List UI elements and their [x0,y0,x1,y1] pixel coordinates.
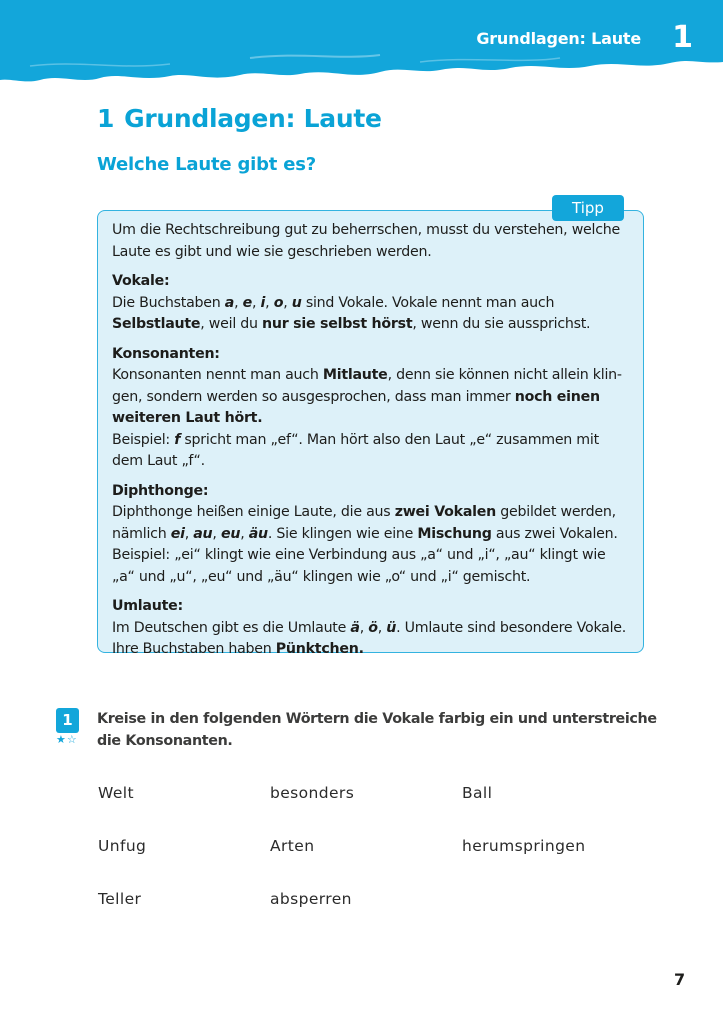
tip-intro: Um die Rechtschreibung gut zu beherrschen, musst du verstehen, welche Laute es gibt und wie sie geschrieben werden. [112,222,620,260]
text: . Umlaute sind besondere Vokale. Ihre Buchstaben haben [112,619,627,657]
letter: äu [248,525,268,542]
umlaute-heading: Umlaute: [112,598,183,614]
letter: f [174,431,181,448]
tip-vokale [112,271,631,336]
page-number: 7 [674,970,686,989]
letter: a [224,294,235,311]
text: , [234,294,243,311]
tip-konsonanten [112,344,631,473]
text: Beispiel: [112,431,175,448]
text: , denn sie können nicht allein klingen, sondern werden so ausgesprochen, dass man immer [112,367,623,405]
text: , weil du [200,316,263,332]
letter: ei [170,525,185,542]
text: sind Vokale. Vokale nennt man auch [301,294,555,311]
vokale-heading: Vokale: [112,273,170,289]
running-title: Grundlagen: Laute [476,29,641,48]
emphasis: Mitlaute [322,367,388,383]
text: , [283,294,292,311]
text: Konsonanten nennt man auch [112,367,323,383]
text: , [240,525,249,542]
diphthonge-heading: Diphthonge: [112,482,209,499]
exercise-instruction: Kreise in den folgenden Wörtern die Vokale farbig ein und unterstreiche die Konsonanten. [97,711,657,749]
letter: eu [220,525,241,542]
exercise-number-badge: 1 [56,708,79,733]
exercise-word: Ball [462,784,493,802]
exercise-word: herumspringen [462,837,586,855]
running-chapter-number: 1 [672,20,693,55]
emphasis: Mischung [417,525,492,542]
text: , [377,619,387,636]
letter: o [273,294,284,311]
emphasis: Pünktchen. [275,641,364,657]
letter: i [260,294,266,311]
exercise-word: Teller [98,890,142,908]
tip-badge: Tipp [552,195,624,221]
difficulty-stars-icon: ★☆ [56,733,78,746]
text: Diphthonge heißen einige Laute, die aus [112,504,395,520]
letter: au [193,525,213,542]
exercise-word: Unfug [98,837,147,855]
chapter-heading [97,104,382,133]
text: , [265,294,274,311]
tip-box [97,210,644,657]
text: Die Buchstaben [112,294,225,311]
section-heading: Welche Laute gibt es? [97,154,317,175]
konsonanten-heading: Konsonanten: [112,345,220,362]
letter: ö [368,619,378,636]
text: , [359,619,369,636]
letter: e [242,294,252,311]
exercise-word: Welt [98,784,134,802]
text: , [184,525,194,542]
text: gebildet werden, nämlich [112,504,616,542]
tip-diphthonge [112,481,631,589]
tip-umlaute [112,596,631,661]
emphasis: zwei Vokalen [394,504,497,520]
exercise-word: Arten [270,837,315,855]
letter: u [291,294,302,311]
text: Beispiel: „ei“ klingt wie eine Verbindung aus „a“ und „i“, „au“ klingt wie „a“ und „u“, „eu“ und „äu“ klingen wie „o“ und „i“ gemischt. [112,547,606,585]
chapter-title: Grundlagen: Laute [124,104,382,133]
text: aus zwei Vokalen. [491,525,618,542]
exercise-word: absperren [270,890,352,908]
letter: ü [386,619,397,636]
text: spricht man „ef“. Man hört also den Laut „e“ zusammen mit dem Laut „f“. [112,431,599,469]
emphasis: noch einen weiteren Laut hört. [112,388,600,426]
text: Im Deutschen gibt es die Umlaute [112,619,351,636]
chapter-number: 1 [97,104,115,133]
text: , [212,525,221,542]
emphasis: Selbstlaute [112,316,201,332]
emphasis: nur sie selbst hörst [262,316,413,332]
text: , wenn du sie aussprichst. [412,316,591,332]
text: , [252,294,261,311]
letter: ä [350,619,360,636]
text: . Sie klingen wie eine [267,525,418,542]
exercise-word: besonders [270,784,355,802]
